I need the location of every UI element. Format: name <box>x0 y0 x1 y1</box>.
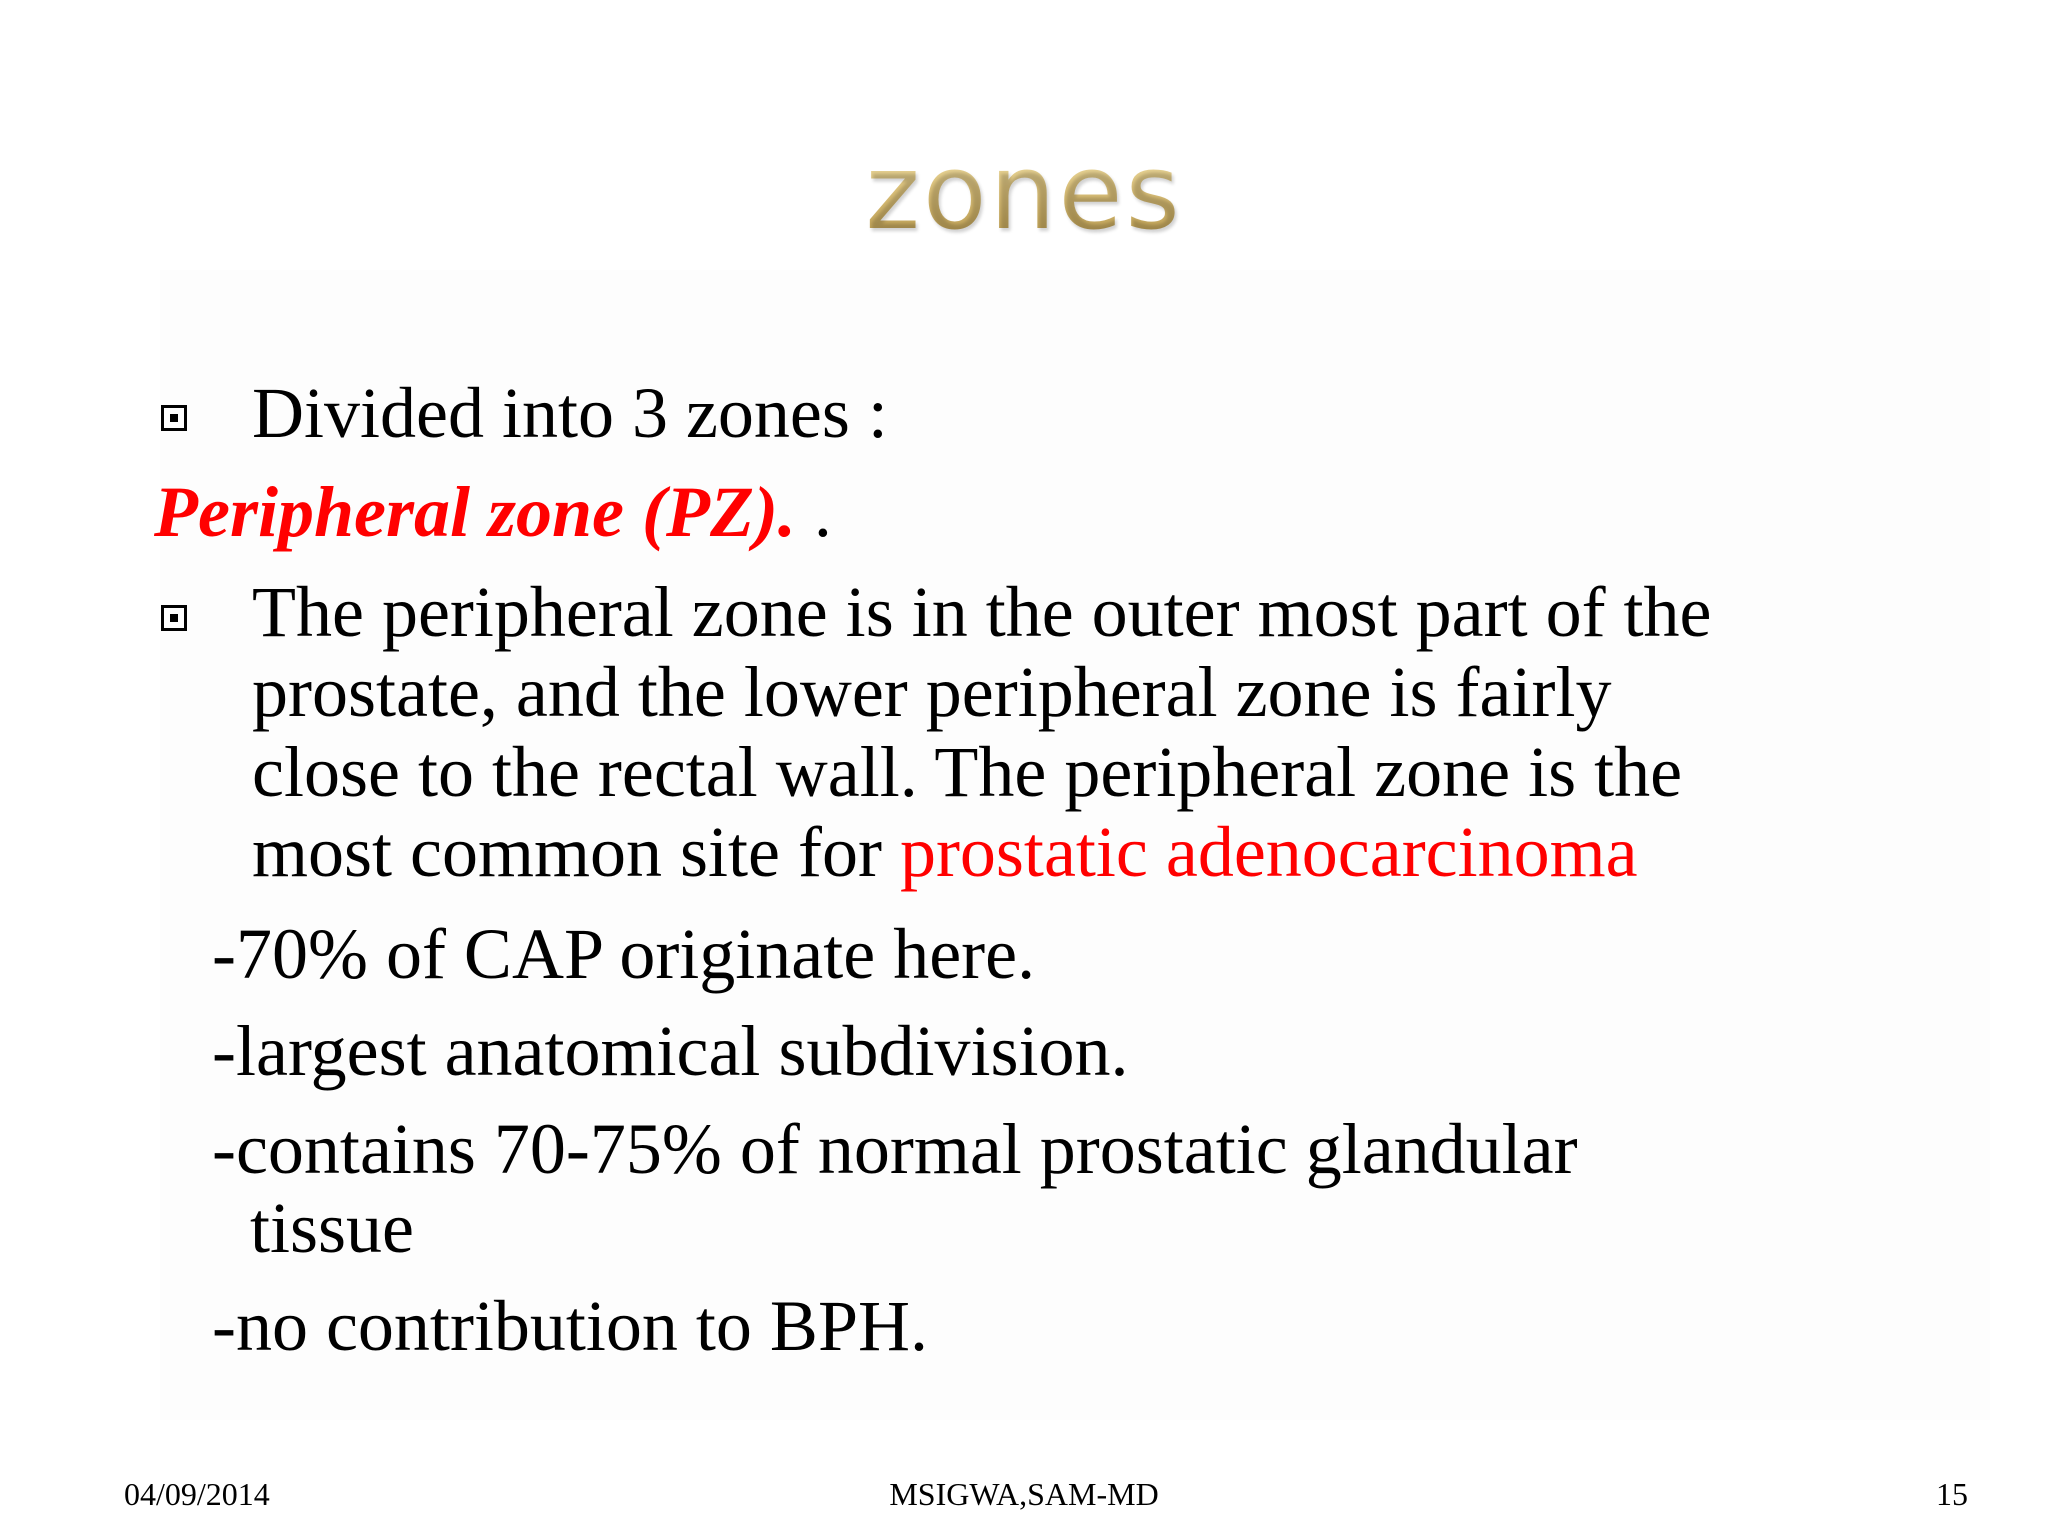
bullet2-line4 <box>252 812 1638 892</box>
footer-author: MSIGWA,SAM-MD <box>889 1476 1159 1512</box>
peripheral-zone-heading-text: Peripheral zone (PZ). <box>154 472 796 552</box>
bullet-square-icon <box>161 605 187 631</box>
point-cap-origin: -70% of CAP originate here. <box>212 914 1036 994</box>
slide-title: zones <box>0 140 2048 244</box>
point-largest-subdivision: -largest anatomical subdivision. <box>212 1011 1129 1091</box>
point-glandular-tissue: -contains 70-75% of normal prostatic glandular <box>212 1109 1578 1189</box>
footer-page-number: 15 <box>1936 1476 1968 1512</box>
bullet2-line2: prostate, and the lower peripheral zone is fairly <box>252 652 1612 732</box>
point-no-bph: -no contribution to BPH. <box>212 1286 928 1366</box>
prostatic-adenocarcinoma-highlight: prostatic adenocarcinoma <box>899 812 1638 892</box>
bullet2-line3: close to the rectal wall. The peripheral zone is the <box>252 732 1683 812</box>
bullet-square-icon <box>161 405 187 431</box>
bullet2-line4-prefix: most common site for <box>252 812 900 892</box>
point-glandular-tissue-continued: tissue <box>250 1188 415 1268</box>
footer-date: 04/09/2014 <box>124 1476 270 1512</box>
peripheral-zone-heading-trailing: . <box>795 472 832 552</box>
peripheral-zone-heading <box>154 472 832 552</box>
bullet2-line1: The peripheral zone is in the outer most part of the <box>252 572 1712 652</box>
bullet-divided-text: Divided into 3 zones : <box>252 373 888 453</box>
